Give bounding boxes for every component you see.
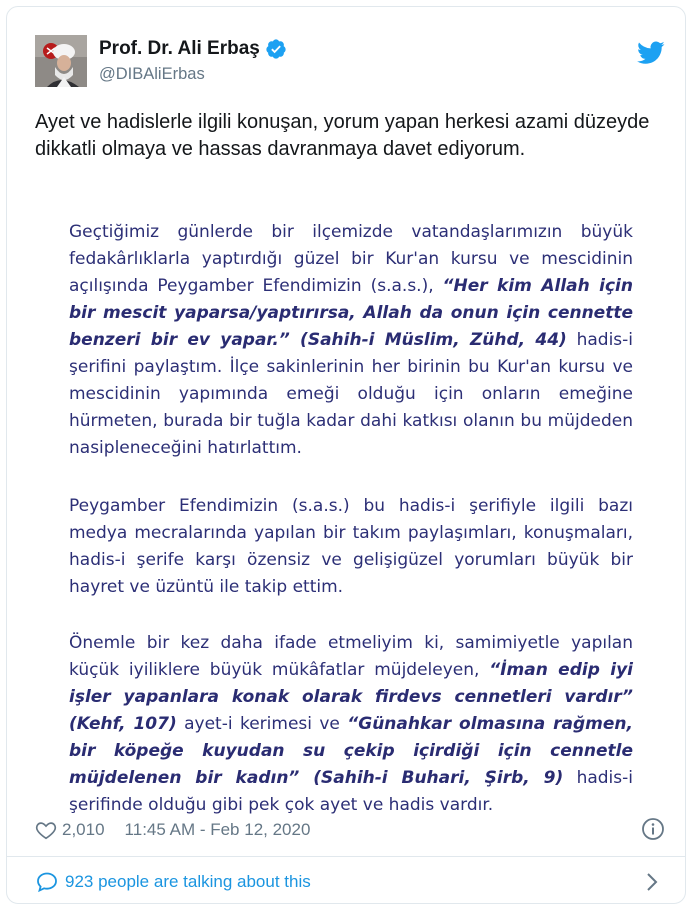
image-paragraph-3 xyxy=(35,630,657,819)
paragraph-1-text-a: Geçtiğimiz günlerde bir ilçemizde vatandaşlarımızın büyük fedakârlıklarla yaptırdığı güzel bir Kur'an kursu ve mescidinin açılışında Peygamber Efendimizin (s.a.s.), xyxy=(69,222,633,296)
heart-icon[interactable] xyxy=(35,819,57,841)
chevron-right-icon[interactable] xyxy=(645,871,659,893)
divider xyxy=(7,856,685,857)
info-icon[interactable] xyxy=(641,817,665,841)
avatar[interactable] xyxy=(35,35,87,87)
author-name-row[interactable] xyxy=(99,38,287,60)
tweet-card xyxy=(6,6,686,904)
conversation-text[interactable]: 923 people are talking about this xyxy=(65,872,311,891)
verified-badge-icon xyxy=(265,38,287,60)
tweet-image[interactable] xyxy=(35,189,657,815)
timestamp[interactable]: 11:45 AM - Feb 12, 2020 xyxy=(124,820,311,839)
author-handle[interactable]: @DIBAliErbas xyxy=(99,65,205,83)
speech-bubble-icon xyxy=(35,870,59,894)
tweet-text: Ayet ve hadislerle ilgili konuşan, yorum yapan herkesi azami düzeyde dikkatli olmaya ve hassas davranmaya davet ediyorum. xyxy=(35,111,650,160)
hadith-quote-2: “Günahkar olmasına rağmen, bir köpeğe kuyudan su çekip içirdiği için cennetle müjdelenen bir kadın” (Sahih-i Buhari, Şirb, 9) xyxy=(69,714,633,788)
hadith-quote-1: “Her kim Allah için bir mescit yaparsa/yaptırırsa, Allah da onun için cennette benzeri bir ev yapar.” (Sahih-i Müslim, Zühd, 44) xyxy=(69,276,633,350)
ayet-quote: “İman edip iyi işler yapanlara konak olarak firdevs cennetleri vardır” (Kehf, 107) xyxy=(69,660,633,734)
paragraph-3-text-e: hadis-i şerifinde olduğu gibi pek çok ayet ve hadis vardır. xyxy=(69,768,633,815)
tweet-header xyxy=(35,35,665,93)
conversation-link[interactable] xyxy=(35,865,665,899)
paragraph-3-text-c: ayet-i kerimesi ve xyxy=(176,714,348,734)
paragraph-3-text-a: Önemle bir kez daha ifade etmeliyim ki, samimiyetle yapılan küçük iyiliklere büyük mükâfatlar müjdeleyen, xyxy=(69,633,633,680)
image-paragraph-2: Peygamber Efendimizin (s.a.s.) bu hadis-i şerifiyle ilgili bazı medya mecralarında yapılan bir takım paylaşımları, konuşmaları, hadis-i şerife karşı özensiz ve gelişigüzel yorumları büyük bir hayret ve üzüntü ile takip ettim. xyxy=(69,496,633,597)
like-count[interactable]: 2,010 xyxy=(62,820,105,839)
tweet-stats xyxy=(35,815,665,845)
paragraph-1-text-c: hadis-i şerifini paylaştım. İlçe sakinlerinin her birinin bu Kur'an kursu ve mescidinin yapımında emeği olduğu için onların emeğine hürmeten, burada bir tuğla kadar dahi katkısı olanın bu müjdeden nasipleneceğini hatırlattım. xyxy=(69,330,634,458)
author-name[interactable]: Prof. Dr. Ali Erbaş xyxy=(99,38,260,59)
twitter-bird-icon[interactable] xyxy=(637,41,665,65)
image-paragraph-1 xyxy=(35,219,657,462)
